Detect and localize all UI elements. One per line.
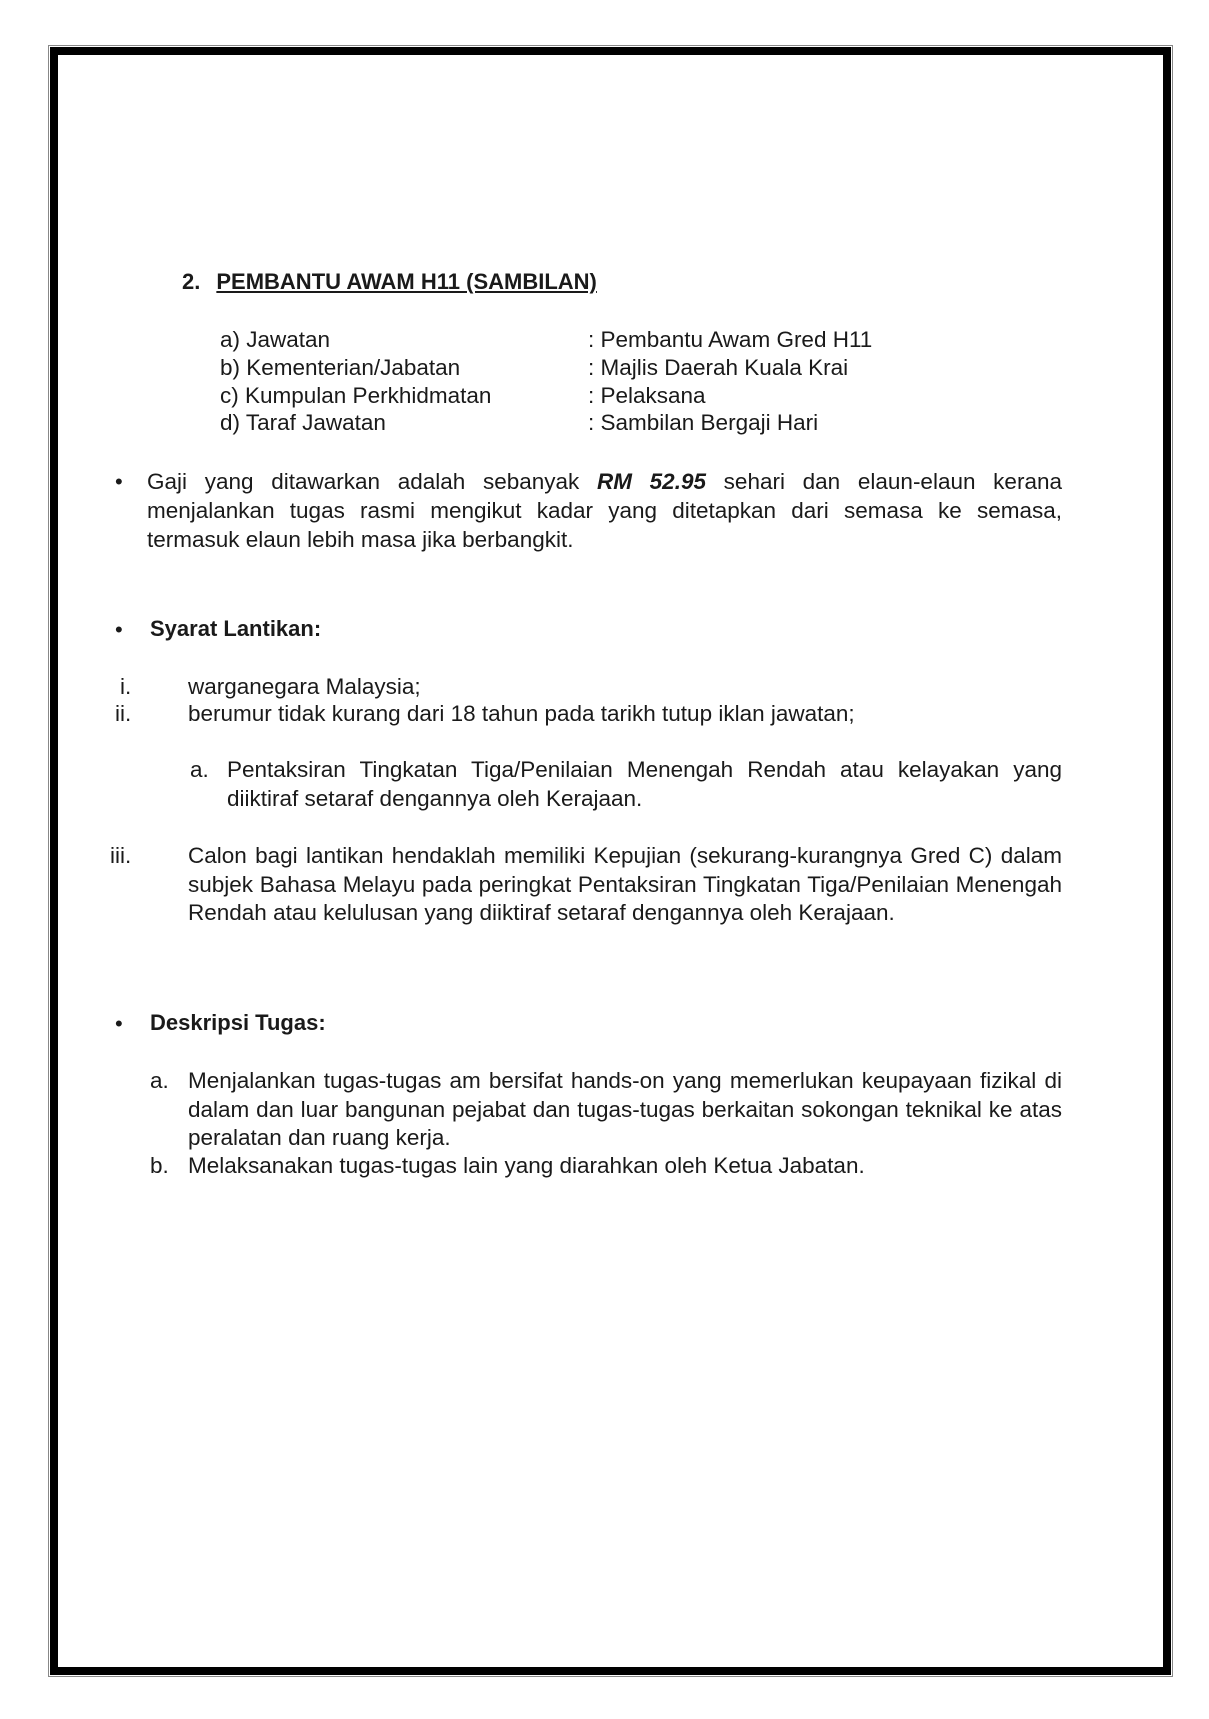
syarat-heading: Syarat Lantikan: [150, 616, 322, 641]
detail-label: b) Kementerian/Jabatan [220, 355, 461, 380]
list-marker: ii. [115, 701, 132, 726]
salary-amount: RM 52.95 [596, 469, 706, 494]
list-marker: iii. [110, 843, 132, 868]
detail-label: a) Jawatan [220, 327, 331, 352]
list-marker: a. [190, 757, 209, 782]
detail-value: : Sambilan Bergaji Hari [588, 410, 819, 435]
bullet-icon: • [115, 1011, 123, 1036]
salary-paragraph [147, 467, 1062, 554]
detail-value: : Pembantu Awam Gred H11 [588, 327, 873, 352]
salary-text-after: sehari dan elaun-elaun kerana menjalankan tugas rasmi mengikut kadar yang ditetapkan dari semasa ke semasa, termasuk elaun lebih masa jika berbangkit. [147, 469, 1062, 552]
list-marker: a. [150, 1068, 169, 1093]
syarat-item: Calon bagi lantikan hendaklah memiliki Kepujian (sekurang-kurangnya Gred C) dalam subjek Bahasa Melayu pada peringkat Pentaksiran Tingkatan Tiga/Penilaian Menengah Rendah atau kelulusan yang diiktiraf setaraf dengannya oleh Kerajaan. [188, 843, 1062, 925]
section-heading [182, 268, 597, 296]
deskripsi-heading: Deskripsi Tugas: [150, 1010, 326, 1035]
salary-text-before: Gaji yang ditawarkan adalah sebanyak [147, 469, 597, 494]
bullet-icon: • [115, 469, 123, 494]
deskripsi-item: Menjalankan tugas-tugas am bersifat hands-on yang memerlukan keupayaan fizikal di dalam dan luar bangunan pejabat dan tugas-tugas berkaitan sokongan teknikal ke atas peralatan dan ruang kerja. [188, 1068, 1062, 1150]
bullet-icon: • [115, 617, 123, 642]
detail-value: : Pelaksana [588, 383, 706, 408]
syarat-item: berumur tidak kurang dari 18 tahun pada tarikh tutup iklan jawatan; [188, 701, 855, 726]
syarat-item: warganegara Malaysia; [188, 674, 421, 699]
section-title: PEMBANTU AWAM H11 (SAMBILAN) [216, 269, 597, 294]
list-marker: i. [120, 674, 132, 699]
detail-value: : Majlis Daerah Kuala Krai [588, 355, 849, 380]
deskripsi-item: Melaksanakan tugas-tugas lain yang diarahkan oleh Ketua Jabatan. [188, 1153, 865, 1178]
detail-label: c) Kumpulan Perkhidmatan [220, 383, 492, 408]
section-number: 2. [182, 269, 201, 294]
syarat-sub-item-text: Pentaksiran Tingkatan Tiga/Penilaian Menengah Rendah atau kelayakan yang diiktiraf setaraf dengannya oleh Kerajaan. [227, 757, 1062, 811]
list-marker: b. [150, 1153, 169, 1178]
syarat-sub-item [227, 756, 1062, 813]
detail-label: d) Taraf Jawatan [220, 410, 386, 435]
